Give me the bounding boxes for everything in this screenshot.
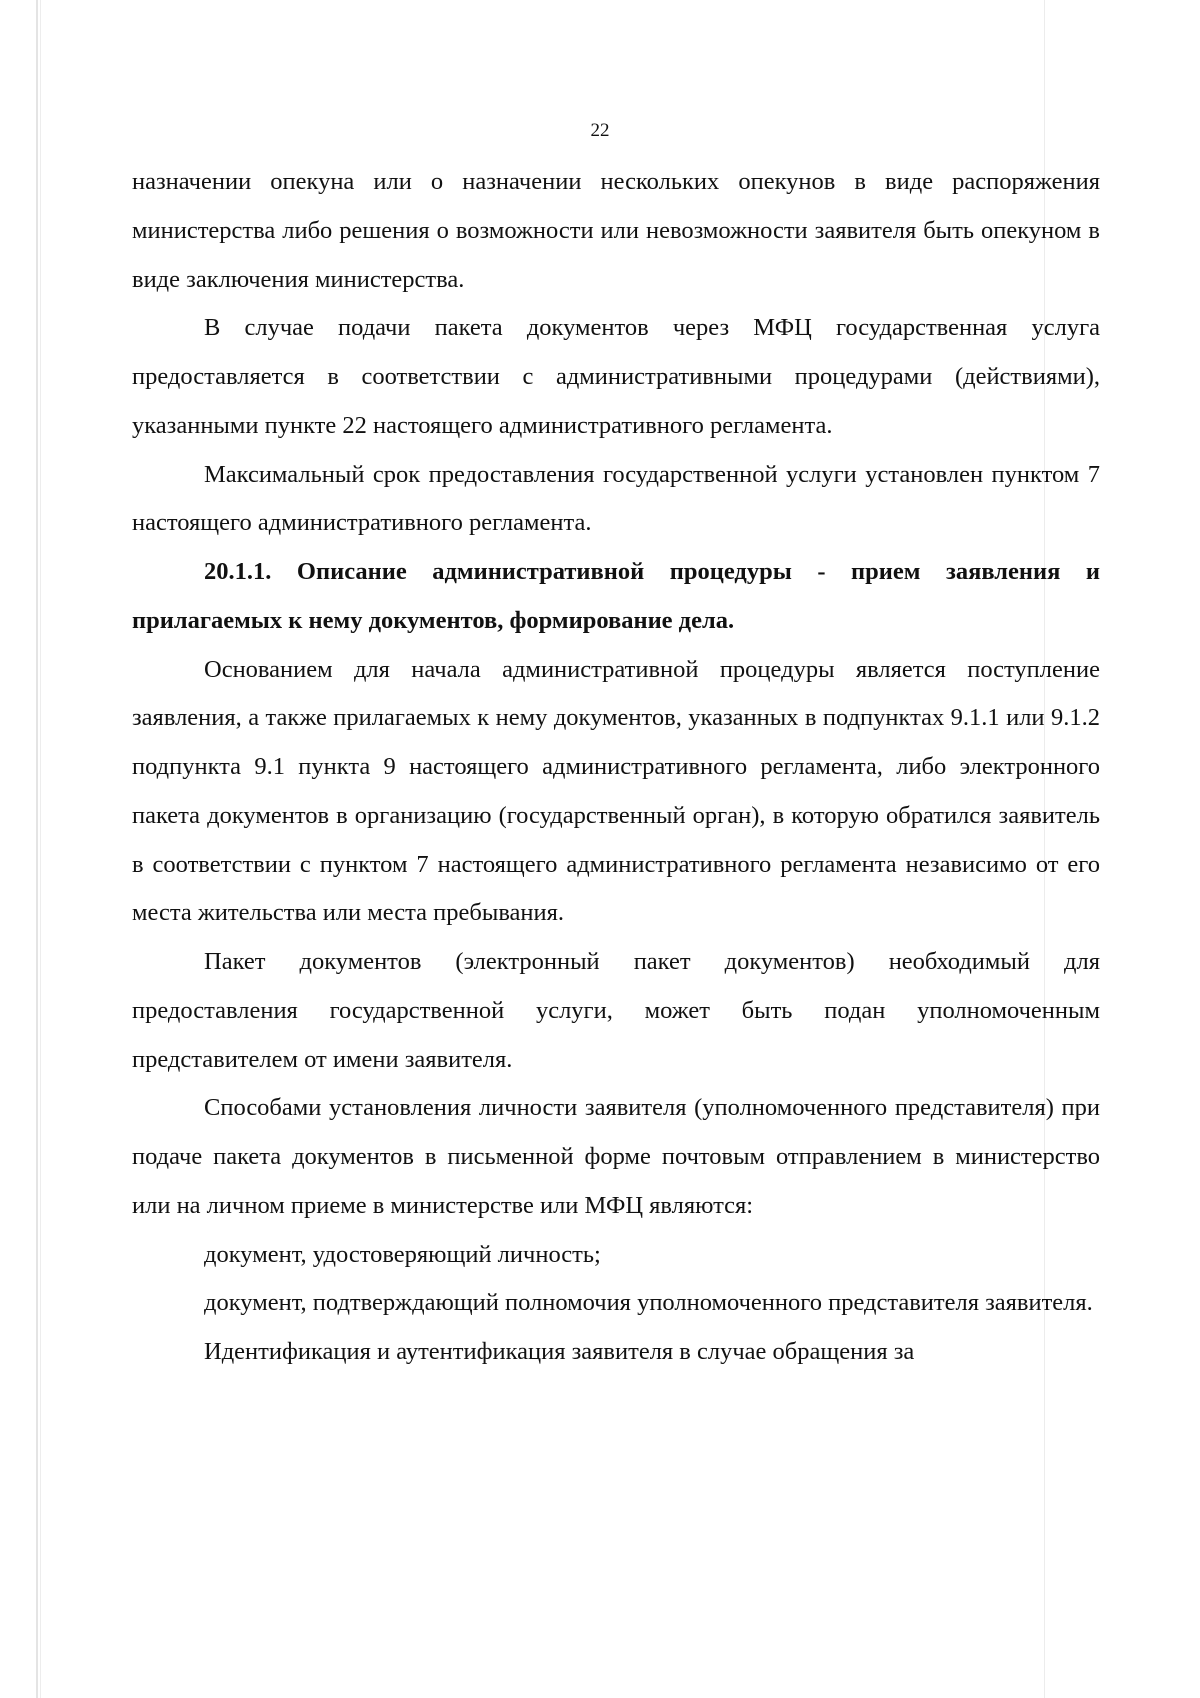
paragraph-mfc-submission: В случае подачи пакета документов через МФЦ государственная услуга предоставляется в соответствии с административными процедурами (действиями), указанными пункте 22 настоящего административного регламента. (132, 314, 1100, 439)
paragraph-procedure-basis: Основанием для начала административной процедуры является поступление заявления, а также прилагаемых к нему документов, указанных в подпунктах 9.1.1 или 9.1.2 подпункта 9.1 пункта 9 настоящего административного регламента, либо электронного пакета документов в организацию (государственный орган), в которую обратился заявитель в соответствии с пунктом 7 настоящего административного регламента независимо от его места жительства или места пребывания. (132, 655, 1100, 927)
paragraph-identification: Идентификация и аутентификация заявителя в случае обращения за (204, 1338, 915, 1365)
section-heading-20-1-1: 20.1.1. Описание административной процедуры - прием заявления и прилагаемых к нему документов, формирование дела. (132, 558, 1100, 634)
list-item-authority-document: документ, подтверждающий полномочия уполномоченного представителя заявителя. (204, 1289, 1093, 1317)
paragraph-identity-methods: Способами установления личности заявителя (уполномоченного представителя) при подаче пакета документов в письменной форме почтовым отправлением в министерство или на личном приеме в министерстве или МФЦ являются: (132, 1094, 1100, 1219)
document-body (132, 158, 1100, 1377)
list-item-identity-document: документ, удостоверяющий личность; (204, 1240, 601, 1268)
page-number: 22 (590, 120, 610, 141)
paragraph-representative: Пакет документов (электронный пакет документов) необходимый для предоставления государственной услуги, может быть подан уполномоченным представителем от имени заявителя. (132, 948, 1100, 1073)
paragraph-opekun-decision: назначении опекуна или о назначении нескольких опекунов в виде распоряжения министерства либо решения о возможности или невозможности заявителя быть опекуном в виде заключения министерства. (132, 168, 1100, 293)
paragraph-max-term: Максимальный срок предоставления государственной услуги установлен пунктом 7 настоящего административного регламента. (132, 460, 1100, 537)
scan-edge-left (36, 0, 38, 1698)
scan-edge-left-inner (40, 0, 41, 1698)
